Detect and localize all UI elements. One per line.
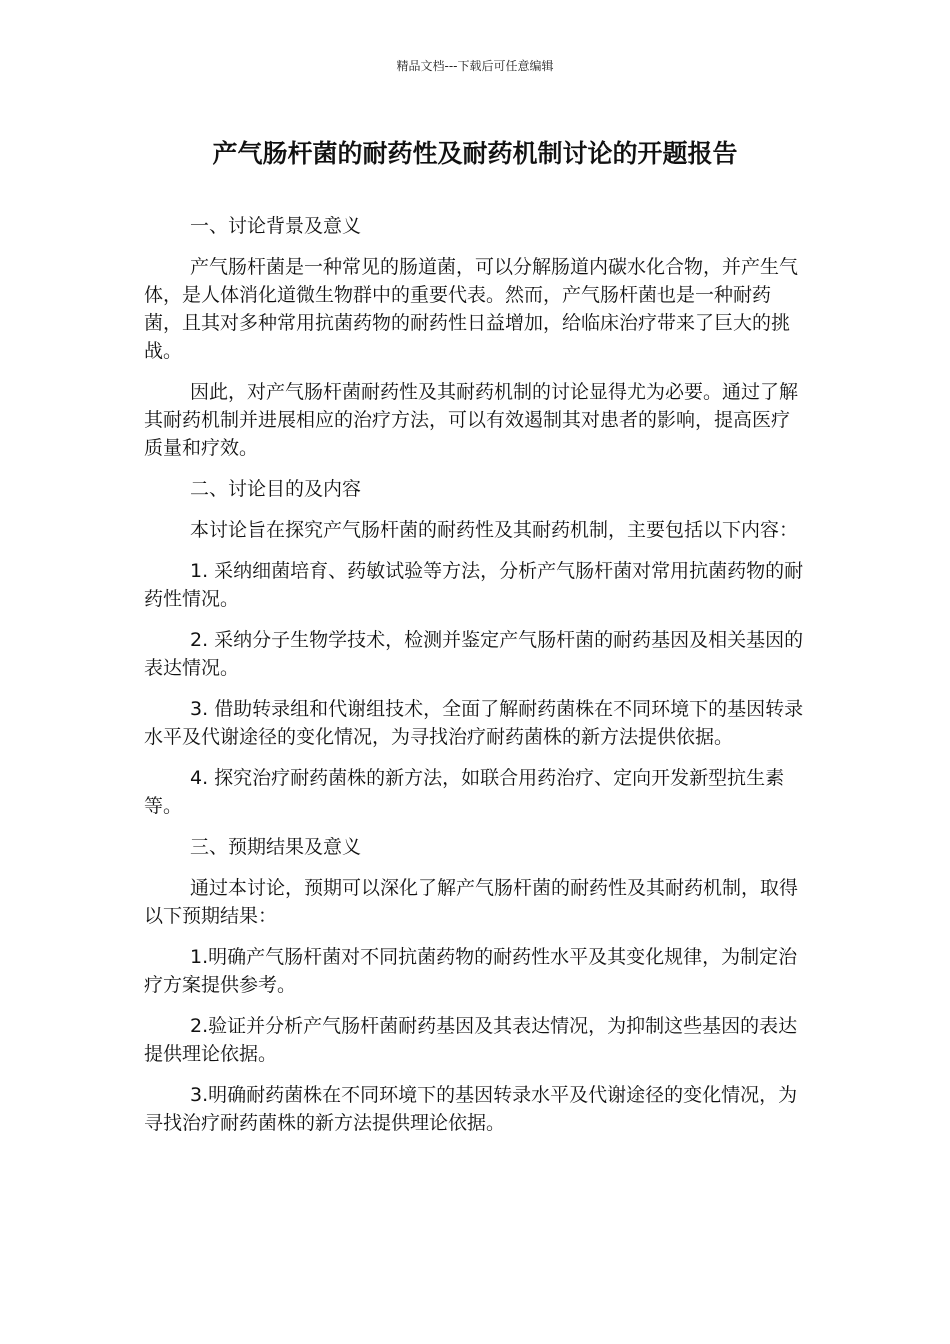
- section-heading-background: 一、讨论背景及意义: [190, 215, 362, 237]
- list-item: 1. 采纳细菌培育、药敏试验等方法，分析产气肠杆菌对常用抗菌药物的耐药性情况。: [144, 560, 804, 610]
- section-heading-objectives: 二、讨论目的及内容: [190, 478, 362, 500]
- paragraph: 因此，对产气肠杆菌耐药性及其耐药机制的讨论显得尤为必要。通过了解其耐药机制并进展相应的治疗方法，可以有效遏制其对患者的影响，提高医疗质量和疗效。: [144, 381, 799, 459]
- list-item: 3. 借助转录组和代谢组技术，全面了解耐药菌株在不同环境下的基因转录水平及代谢途径的变化情况，为寻找治疗耐药菌株的新方法提供依据。: [144, 698, 804, 748]
- list-item: 1.明确产气肠杆菌对不同抗菌药物的耐药性水平及其变化规律，为制定治疗方案提供参考。: [144, 946, 798, 996]
- document-title: 产气肠杆菌的耐药性及耐药机制讨论的开题报告: [212, 139, 738, 168]
- list-item: 2.验证并分析产气肠杆菌耐药基因及其表达情况，为抑制这些基因的表达提供理论依据。: [144, 1015, 798, 1065]
- document-body: [144, 212, 804, 1150]
- list-item: 2. 采纳分子生物学技术，检测并鉴定产气肠杆菌的耐药基因及相关基因的表达情况。: [144, 629, 804, 679]
- paragraph: 本讨论旨在探究产气肠杆菌的耐药性及其耐药机制，主要包括以下内容：: [190, 519, 799, 541]
- section-heading-expected-results: 三、预期结果及意义: [190, 836, 362, 858]
- list-item: 4. 探究治疗耐药菌株的新方法，如联合用药治疗、定向开发新型抗生素等。: [144, 767, 785, 817]
- list-item: 3.明确耐药菌株在不同环境下的基因转录水平及代谢途径的变化情况，为寻找治疗耐药菌株的新方法提供理论依据。: [144, 1084, 798, 1134]
- header-note: 精品文档---下载后可任意编辑: [396, 59, 554, 73]
- paragraph: 通过本讨论，预期可以深化了解产气肠杆菌的耐药性及其耐药机制，取得以下预期结果：: [144, 877, 799, 927]
- paragraph: 产气肠杆菌是一种常见的肠道菌，可以分解肠道内碳水化合物，并产生气体，是人体消化道微生物群中的重要代表。然而，产气肠杆菌也是一种耐药菌，且其对多种常用抗菌药物的耐药性日益增加，给临床治疗带来了巨大的挑战。: [144, 256, 799, 362]
